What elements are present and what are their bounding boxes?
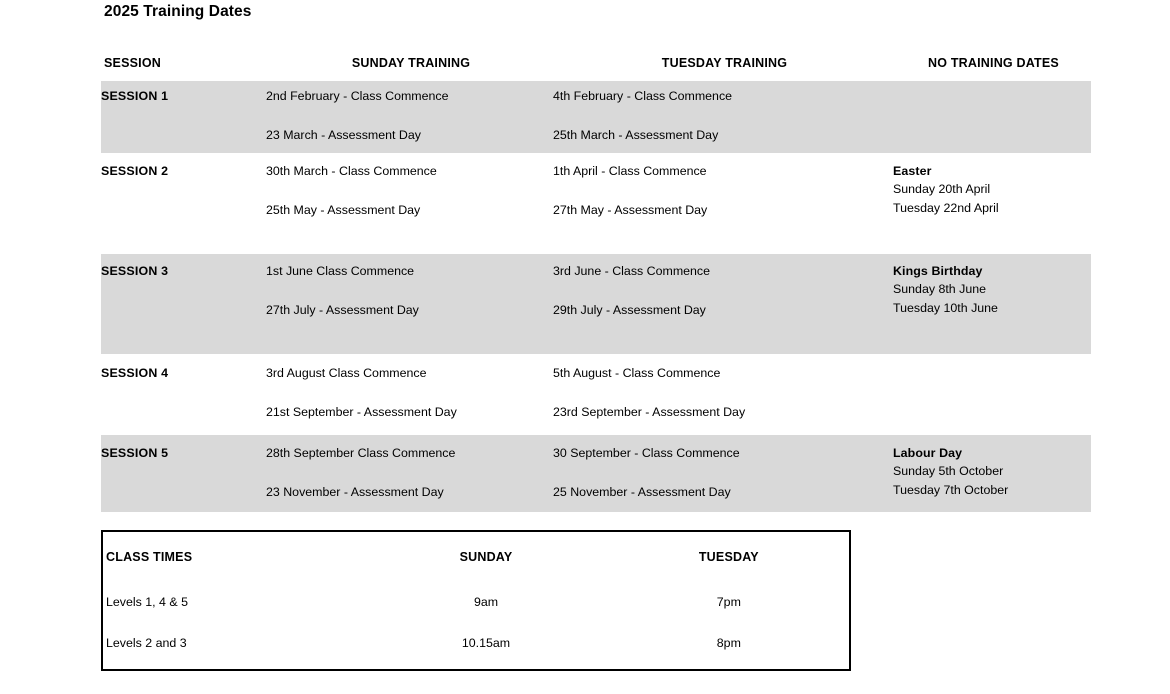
class-times-header [103,532,849,581]
session-label: SESSION 2 [101,164,169,178]
holiday-name: Kings Birthday [893,264,983,278]
tuesday-assessment-date: 23rd September - Assessment Day [553,405,746,420]
sunday-assessment-date: 25th May - Assessment Day [266,203,421,218]
class-times-row [103,622,849,663]
class-levels-label: Levels 1, 4 & 5 [106,594,188,609]
session-label: SESSION 3 [101,254,266,354]
holiday-name: Easter [893,164,932,178]
holiday-sunday-date: Sunday 20th April [893,182,991,197]
table-row [101,435,1091,512]
holiday-tuesday-date: Tuesday 22nd April [893,200,999,215]
class-times-body [103,581,849,663]
class-time-tuesday: 7pm [716,594,741,609]
sunday-training-cell [266,81,553,153]
holiday-name: Labour Day [893,446,963,460]
column-header-session: SESSION [104,55,161,70]
tuesday-assessment-date: 27th May - Assessment Day [553,203,708,218]
class-time-sunday: 9am [473,594,499,609]
class-time-sunday: 10.15am [461,635,511,650]
sunday-assessment-date: 27th July - Assessment Day [266,303,419,318]
tuesday-commence-date: 30 September - Class Commence [553,446,740,460]
training-dates-table [101,44,1091,512]
tuesday-training-cell [553,354,893,435]
no-training-cell [893,153,1091,254]
no-training-cell [893,254,1091,354]
class-time-tuesday: 8pm [716,635,741,650]
tuesday-assessment-date: 29th July - Assessment Day [553,303,706,318]
sunday-commence-date: 30th March - Class Commence [266,164,437,178]
tuesday-training-cell [553,81,893,153]
tuesday-commence-date: 1th April - Class Commence [553,164,707,178]
holiday-tuesday-date: Tuesday 10th June [893,300,998,315]
class-times-table [103,532,849,663]
tuesday-training-cell [553,435,893,512]
table-header [101,44,1091,81]
sunday-commence-date: 1st June Class Commence [266,264,415,278]
holiday-sunday-date: Sunday 5th October [893,464,1004,479]
table-header-row [101,44,1091,81]
class-levels-label: Levels 2 and 3 [106,635,187,650]
tuesday-assessment-date: 25th March - Assessment Day [553,128,719,143]
table-row [101,354,1091,435]
table-row [101,254,1091,354]
sunday-commence-date: 28th September Class Commence [266,446,456,460]
sunday-assessment-date: 23 March - Assessment Day [266,128,421,143]
tuesday-commence-date: 3rd June - Class Commence [553,264,711,278]
tuesday-training-cell [553,153,893,254]
tuesday-training-cell [553,254,893,354]
sunday-commence-date: 3rd August Class Commence [266,366,427,380]
sunday-assessment-date: 23 November - Assessment Day [266,485,444,500]
class-times-column-header-tuesday: TUESDAY [698,549,759,564]
class-times-row [103,581,849,622]
column-header-no-training-dates: NO TRAINING DATES [928,55,1059,70]
table-row [101,81,1091,153]
sunday-assessment-date: 21st September - Assessment Day [266,405,457,420]
column-header-sunday-training: SUNDAY TRAINING [351,55,471,70]
holiday-sunday-date: Sunday 8th June [893,282,987,297]
session-label: SESSION 1 [101,81,266,153]
table-body [101,81,1091,512]
tuesday-commence-date: 5th August - Class Commence [553,366,721,380]
class-times-column-header-sunday: SUNDAY [459,549,513,564]
sunday-commence-date: 2nd February - Class Commence [266,89,449,103]
session-label: SESSION 4 [101,366,169,380]
tuesday-assessment-date: 25 November - Assessment Day [553,485,731,500]
session-label: SESSION 5 [101,435,266,512]
no-training-cell [893,354,1091,435]
class-times-header-row [103,532,849,581]
column-header-tuesday-training: TUESDAY TRAINING [661,55,788,70]
page-title: 2025 Training Dates [104,3,252,20]
tuesday-commence-date: 4th February - Class Commence [553,89,733,103]
sunday-training-cell [266,254,553,354]
no-training-cell [893,435,1091,512]
sunday-training-cell [266,354,553,435]
class-times-title: CLASS TIMES [106,549,193,564]
holiday-tuesday-date: Tuesday 7th October [893,482,1009,497]
no-training-cell [893,81,1091,153]
table-row [101,153,1091,254]
class-times-box [101,530,851,671]
sunday-training-cell [266,435,553,512]
sunday-training-cell [266,153,553,254]
